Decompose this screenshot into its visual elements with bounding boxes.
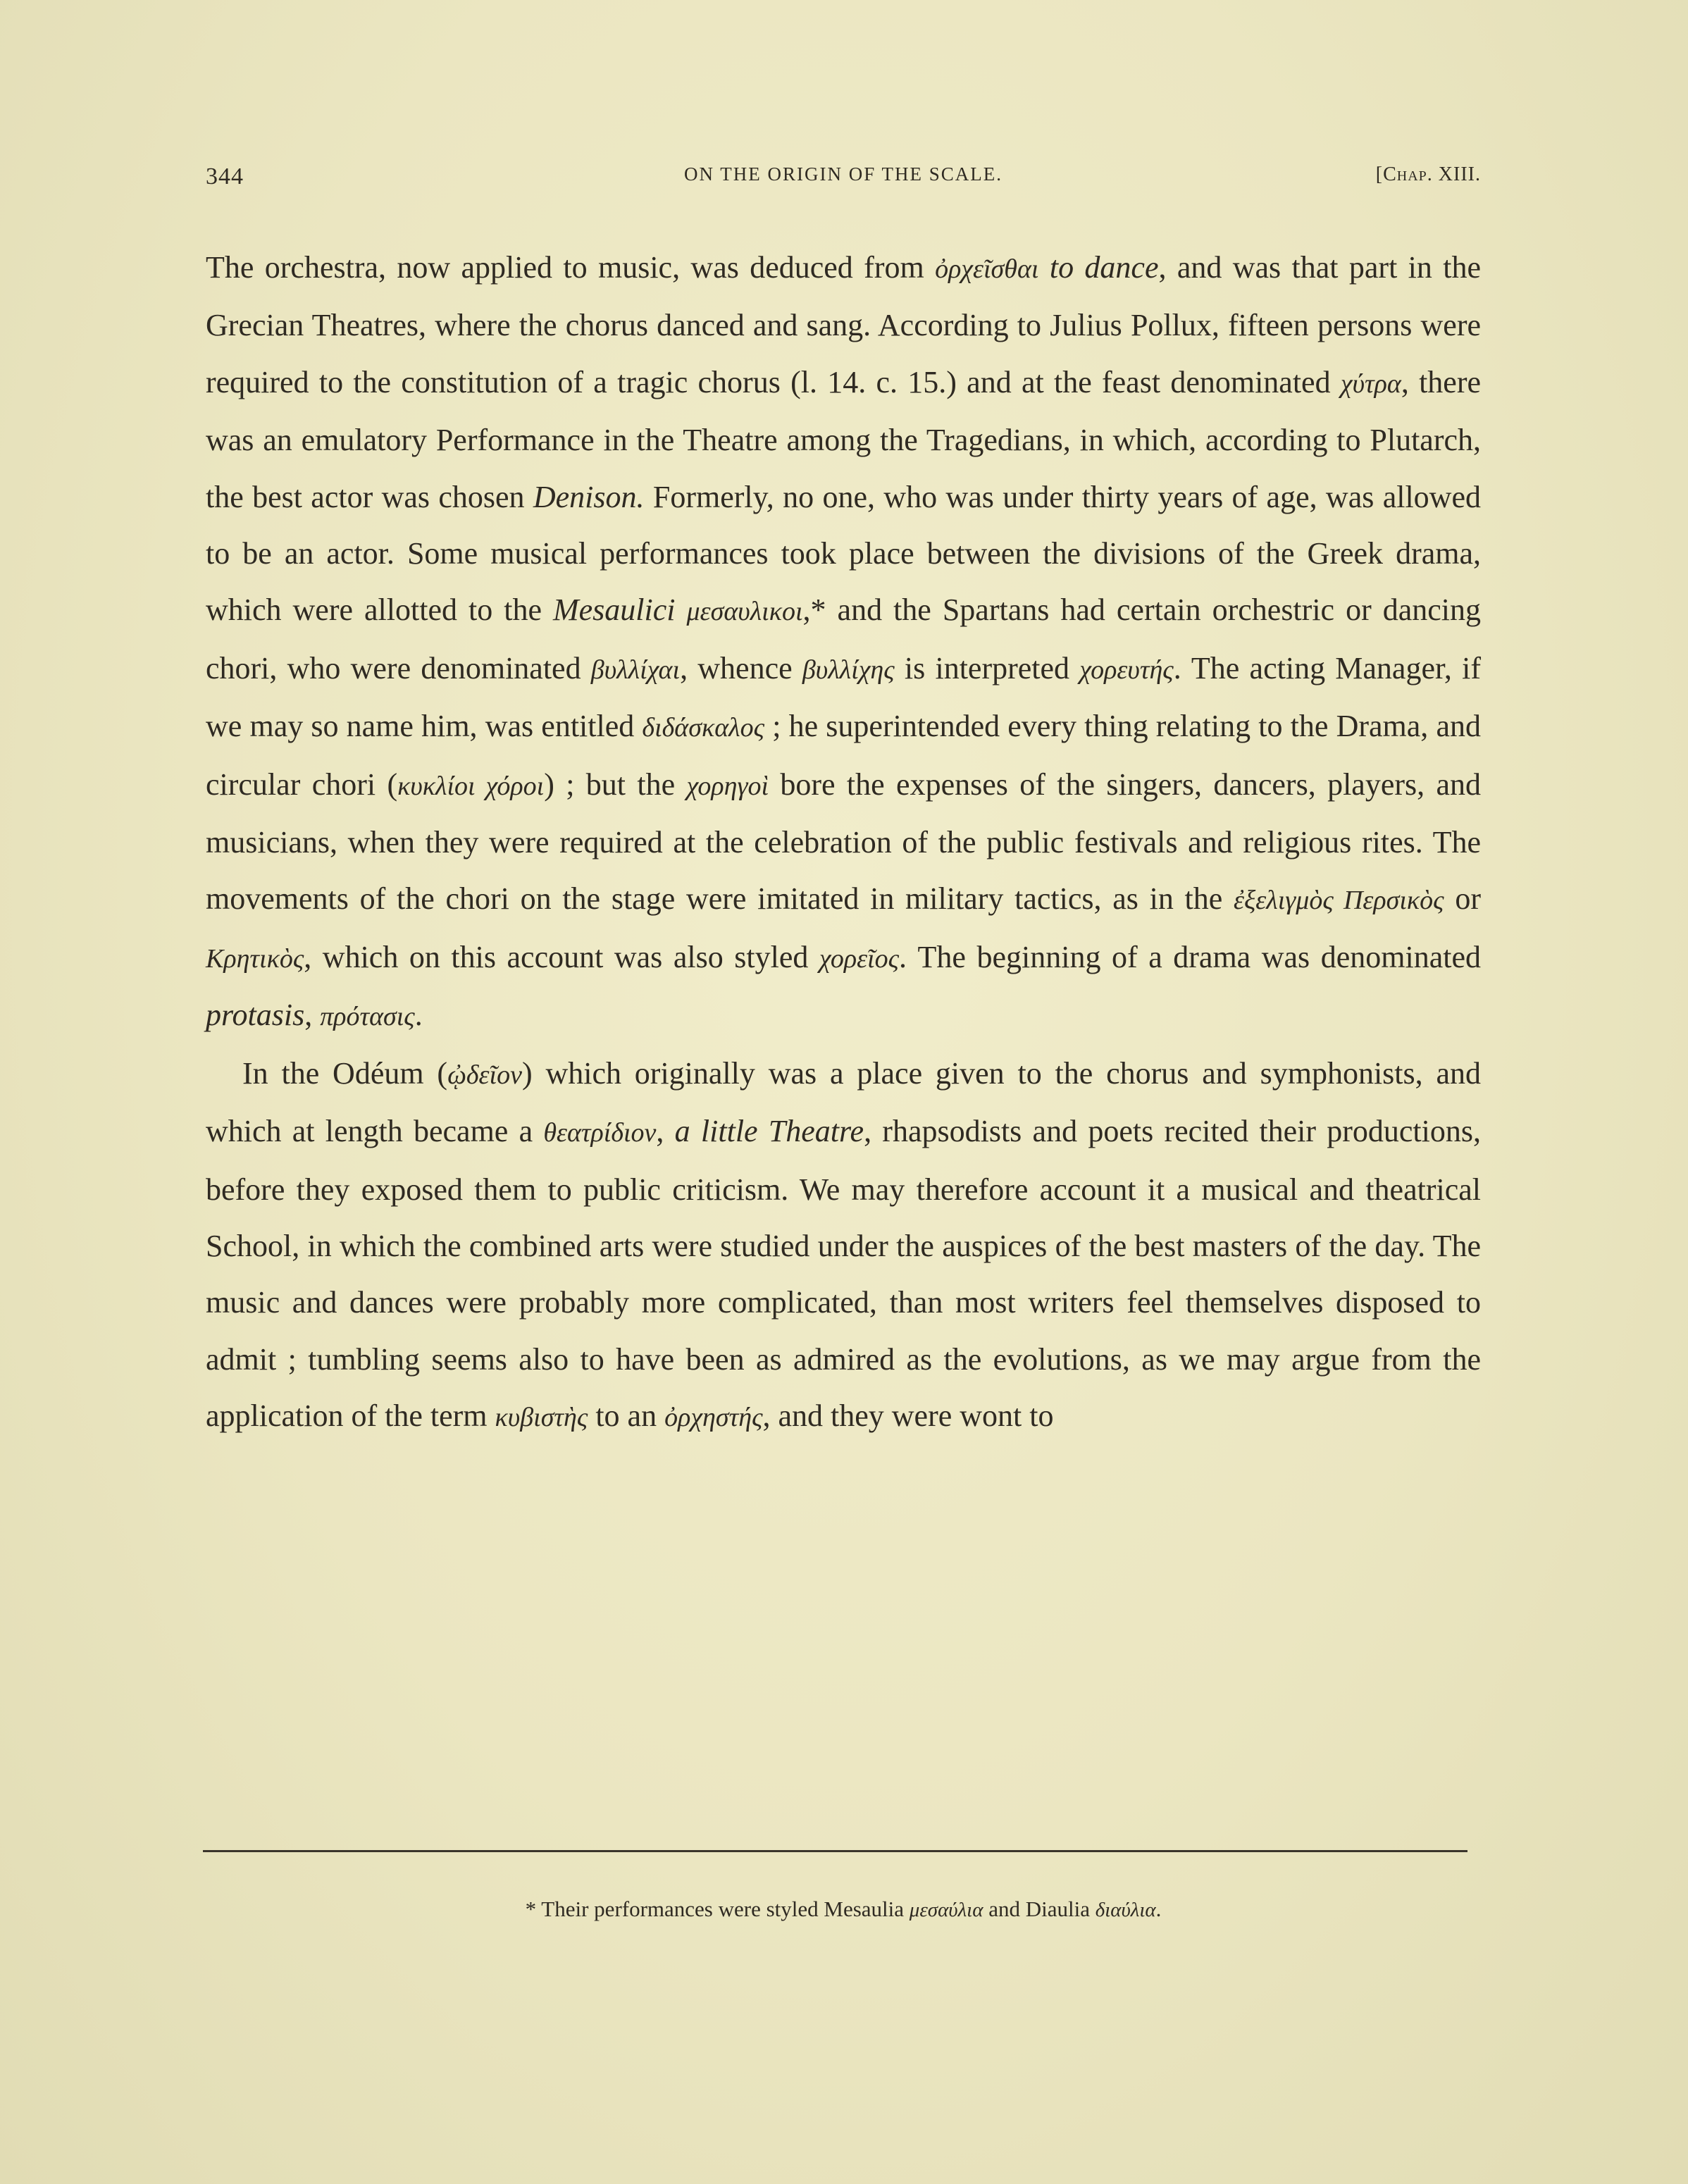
text-run: The orchestra, now applied to music, was deduced from — [206, 250, 936, 285]
footnote-text: . — [1155, 1897, 1162, 1921]
text-run: , rhapsodists and poets recited their productions, before they exposed them to public criticism. We may therefore account it a musical and theatrical School, in which the combined arts were studied under the auspices of the best masters of the day. The music and dances were probably more complicated, than most writers feel themselves disposed to admit ; tumbling seems also to have been as admired as the evolutions, as we may argue from the application of the term — [206, 1114, 1481, 1434]
greek-term: ὀρχηστής — [664, 1403, 763, 1433]
text-run: is interpreted — [894, 650, 1080, 685]
footnote-text: * Their performances were styled Mesaulia — [525, 1897, 910, 1921]
paragraph-2 — [206, 1046, 1481, 1446]
text-run: ) ; but the — [544, 767, 687, 802]
italic-term: a little Theatre — [674, 1114, 864, 1149]
greek-term: ἐξελιγμὸς Περσικὸς — [1234, 886, 1444, 916]
text-run — [1038, 250, 1049, 285]
greek-term: χορευτής — [1079, 654, 1174, 685]
greek-term: μεσαυλικοι — [686, 597, 803, 627]
greek-term: χύτρα — [1340, 368, 1401, 399]
greek-term: Κρητικὸς — [206, 943, 304, 974]
text-run: In the Odéum ( — [242, 1055, 448, 1091]
text-run: , — [656, 1114, 675, 1149]
page-number: 344 — [206, 163, 244, 190]
text-run: . The acting Manager, if we may so name him, was entitled — [206, 650, 1481, 744]
greek-term: μεσαύλια — [909, 1899, 983, 1921]
text-run: or — [1444, 881, 1481, 917]
greek-term: κυκλίοι χόροι — [397, 771, 545, 801]
text-run: , — [304, 998, 321, 1033]
text-run: , and they were wont to — [762, 1398, 1054, 1434]
greek-term: κυβιστὴς — [495, 1403, 588, 1433]
greek-term: βυλλίχαι — [590, 654, 681, 685]
greek-term: θεατρίδιον — [543, 1118, 657, 1148]
text-run — [676, 592, 687, 627]
paragraph-1 — [206, 240, 1481, 1046]
greek-term: βυλλίχης — [802, 654, 895, 685]
text-run: , there was an emulatory Performance in the Theatre among the Tragedians, in which, according to Plutarch, the best actor was chosen — [206, 364, 1482, 514]
greek-term: διαύλια — [1095, 1899, 1156, 1921]
italic-term: to dance — [1049, 250, 1159, 285]
text-run: . — [414, 998, 423, 1033]
greek-term: διδάσκαλος — [642, 713, 765, 743]
text-run: bore the expenses of the singers, dancers, players, and musicians, when they were required at the celebration of the public festivals and religious rites. The movements of the chori on the stage were imitated in military tactics, as in the — [206, 767, 1482, 917]
greek-term: πρότασις — [320, 1002, 415, 1032]
text-run: ,* and the Spartans had certain orchestric or dancing chori, who were denominated — [206, 592, 1482, 685]
italic-term: Denison. — [533, 479, 645, 514]
greek-term: ᾠδεῖον — [447, 1060, 522, 1090]
running-head — [206, 163, 1481, 199]
text-run: . The beginning of a drama was denominated — [899, 939, 1481, 974]
text-run: Formerly, no one, who was under thirty years of age, was allowed to be an actor. Some musical performances took place between the divisions of the Greek drama, which were allotted to the — [206, 479, 1481, 628]
text-run: , which on this account was also styled — [304, 939, 819, 974]
body-text — [206, 240, 1481, 1446]
italic-term: protasis — [206, 998, 305, 1033]
text-run: , whence — [680, 650, 802, 685]
chapter-label: [Chap. XIII. — [1375, 163, 1481, 185]
greek-term: χορεῖος — [819, 943, 900, 974]
text-run: , and was that part in the Grecian Theatres, where the chorus danced and sang. According to Julius Pollux, fifteen persons were required to the constitution of a tragic chorus (l. 14. c. 15.) and at the feast denominated — [206, 250, 1481, 399]
running-title: ON THE ORIGIN OF THE SCALE. — [684, 163, 1003, 185]
greek-term: χορηγοὶ — [686, 771, 769, 801]
italic-term: Mesaulici — [553, 592, 676, 628]
text-run: ) which originally was a place given to the chorus and symphonists, and which at length became a — [206, 1055, 1482, 1149]
greek-term: ὀρχεῖσθαι — [935, 254, 1039, 284]
footnote-rule — [203, 1850, 1467, 1852]
text-run: ; he superintended every thing relating to the Drama, and circular chori ( — [206, 709, 1481, 802]
footnote — [206, 1895, 1481, 1924]
text-run: to an — [588, 1398, 665, 1434]
footnote-text: and Diaulia — [983, 1897, 1096, 1921]
